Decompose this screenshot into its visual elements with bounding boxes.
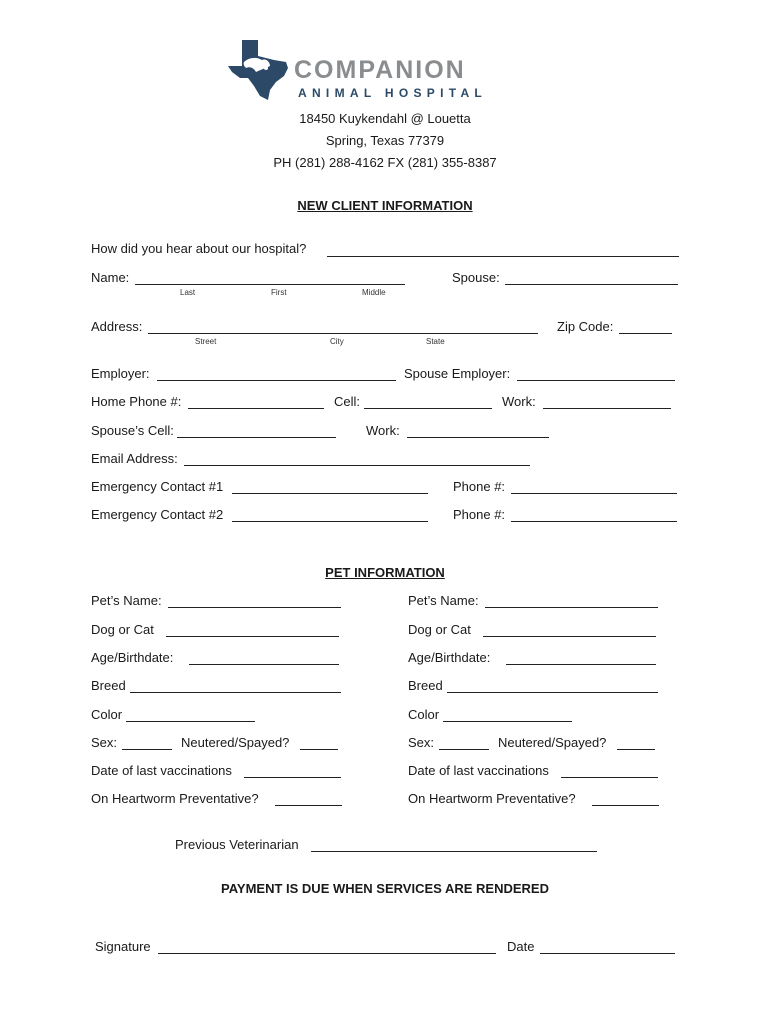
spouse-label: Spouse: (452, 270, 500, 285)
phone-fax: PH (281) 288-4162 FX (281) 355-8387 (273, 155, 497, 170)
zip-label: Zip Code: (557, 319, 614, 334)
spouse-work-field[interactable] (407, 437, 549, 438)
client-section-title: NEW CLIENT INFORMATION (297, 198, 473, 213)
emergency1-phone-label: Phone #: (453, 479, 506, 494)
employer-field[interactable] (157, 380, 396, 381)
spouse-cell-label: Spouse’s Cell: (91, 423, 174, 438)
pet1-breed-field[interactable] (130, 692, 341, 693)
spouse-work-label: Work: (366, 423, 400, 438)
pet1-heartworm-field[interactable] (275, 805, 342, 806)
pet2-heartworm-label: On Heartworm Preventative? (408, 791, 576, 806)
signature-field[interactable] (158, 953, 496, 954)
pet2-sex-field[interactable] (439, 749, 489, 750)
pet1-vacc-label: Date of last vaccinations (91, 763, 232, 778)
pet2-dogcat-label: Dog or Cat (408, 622, 471, 637)
zip-field[interactable] (619, 333, 672, 334)
emergency1-phone-field[interactable] (511, 493, 677, 494)
emergency1-field[interactable] (232, 493, 428, 494)
addr-street-caption: Street (195, 337, 217, 346)
emergency2-phone-label: Phone #: (453, 507, 506, 522)
pet1-name-label: Pet’s Name: (91, 593, 162, 608)
signature-label: Signature (95, 939, 151, 954)
pet2-color-label: Color (408, 707, 440, 722)
pet2-age-label: Age/Birthdate: (408, 650, 491, 665)
work-field[interactable] (543, 408, 671, 409)
pet2-vacc-label: Date of last vaccinations (408, 763, 549, 778)
home-phone-label: Home Phone #: (91, 394, 182, 409)
pet2-neutered-field[interactable] (617, 749, 655, 750)
pet1-sex-field[interactable] (122, 749, 172, 750)
cell-label: Cell: (334, 394, 361, 409)
pet2-breed-label: Breed (408, 678, 443, 693)
email-label: Email Address: (91, 451, 178, 466)
employer-label: Employer: (91, 366, 150, 381)
emergency2-label: Emergency Contact #2 (91, 507, 224, 522)
name-field[interactable] (135, 284, 405, 285)
spouse-employer-field[interactable] (517, 380, 675, 381)
pet2-heartworm-field[interactable] (592, 805, 659, 806)
brand-subtitle: ANIMAL HOSPITAL (298, 86, 488, 100)
pet2-name-label: Pet’s Name: (408, 593, 479, 608)
pet1-age-field[interactable] (189, 664, 339, 665)
cell-field[interactable] (364, 408, 492, 409)
pet2-age-field[interactable] (506, 664, 656, 665)
emergency1-label: Emergency Contact #1 (91, 479, 224, 494)
addr-state-caption: State (426, 337, 445, 346)
name-label: Name: (91, 270, 130, 285)
emergency2-field[interactable] (232, 521, 428, 522)
pet1-breed-label: Breed (91, 678, 126, 693)
brand-name: COMPANION (294, 56, 466, 84)
name-first-caption: First (271, 288, 287, 297)
pet1-heartworm-label: On Heartworm Preventative? (91, 791, 259, 806)
pet1-dogcat-label: Dog or Cat (91, 622, 154, 637)
texas-logo-icon (226, 38, 290, 102)
home-phone-field[interactable] (188, 408, 324, 409)
pet2-sex-label: Sex: (408, 735, 435, 750)
name-last-caption: Last (180, 288, 196, 297)
hear-field[interactable] (327, 256, 679, 257)
pet-section-title: PET INFORMATION (325, 565, 445, 580)
address-line1: 18450 Kuykendahl @ Louetta (299, 111, 471, 126)
pet1-color-label: Color (91, 707, 123, 722)
pet2-color-field[interactable] (443, 721, 572, 722)
date-label: Date (507, 939, 535, 954)
addr-city-caption: City (330, 337, 344, 346)
hear-label: How did you hear about our hospital? (91, 241, 307, 256)
payment-notice: PAYMENT IS DUE WHEN SERVICES ARE RENDERED (221, 881, 549, 896)
pet1-neutered-field[interactable] (300, 749, 338, 750)
pet2-name-field[interactable] (485, 607, 658, 608)
address-field[interactable] (148, 333, 538, 334)
pet1-dogcat-field[interactable] (166, 636, 339, 637)
date-field[interactable] (540, 953, 675, 954)
address-label: Address: (91, 319, 143, 334)
spouse-field[interactable] (505, 284, 678, 285)
pet1-vacc-field[interactable] (244, 777, 341, 778)
pet1-age-label: Age/Birthdate: (91, 650, 174, 665)
prev-vet-label: Previous Veterinarian (175, 837, 299, 852)
address-line2: Spring, Texas 77379 (325, 133, 445, 148)
prev-vet-field[interactable] (311, 851, 597, 852)
pet2-dogcat-field[interactable] (483, 636, 656, 637)
pet1-color-field[interactable] (126, 721, 255, 722)
spouse-employer-label: Spouse Employer: (404, 366, 511, 381)
pet1-name-field[interactable] (168, 607, 341, 608)
spouse-cell-field[interactable] (177, 437, 336, 438)
pet2-neutered-label: Neutered/Spayed? (498, 735, 607, 750)
pet1-neutered-label: Neutered/Spayed? (181, 735, 290, 750)
email-field[interactable] (184, 465, 530, 466)
pet2-breed-field[interactable] (447, 692, 658, 693)
name-middle-caption: Middle (362, 288, 386, 297)
work-label: Work: (502, 394, 536, 409)
emergency2-phone-field[interactable] (511, 521, 677, 522)
pet1-sex-label: Sex: (91, 735, 118, 750)
pet2-vacc-field[interactable] (561, 777, 658, 778)
